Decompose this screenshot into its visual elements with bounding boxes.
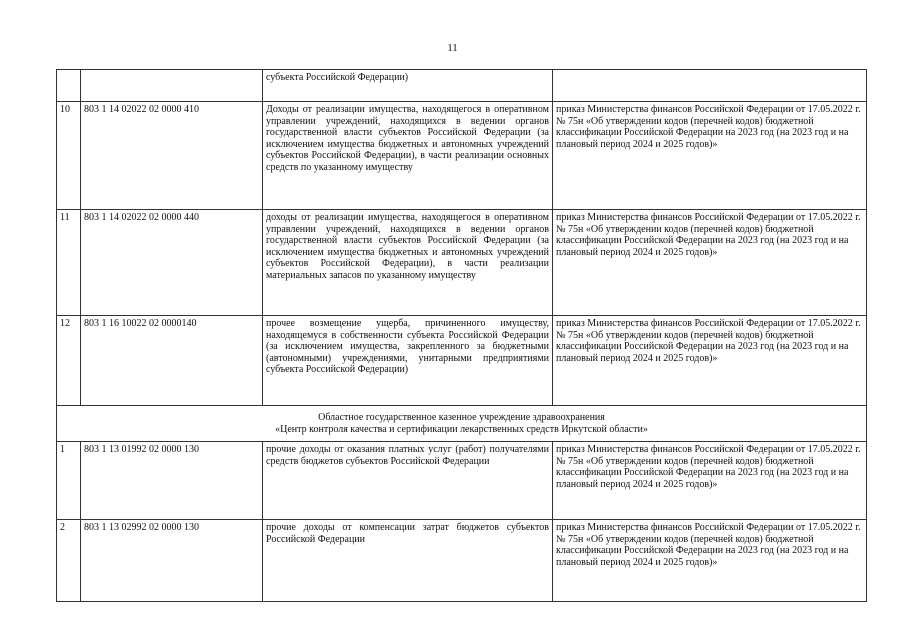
budget-code — [81, 70, 263, 102]
table-row — [57, 316, 867, 406]
legal-basis: приказ Министерства финансов Российской Федерации от 17.05.2022 г. № 75н «Об утверждении кодов (перечней кодов) бюджетной классификации Российской Федерации на 2023 год (на 2023 год и на плановый период 2024 и 2025 годов)» — [553, 520, 867, 602]
income-description: Доходы от реализации имущества, находящегося в оперативном управлении учреждений, находящихся в ведении органов государственной власти субъектов Российской Федерации (за исключением имущества бюджетных и автономных учреждений субъектов Российской Федерации), в части реализации основных средств по указанному имуществу — [263, 102, 553, 210]
row-number: 12 — [57, 316, 81, 406]
institution-name-line-1: Областное государственное казенное учреждение здравоохранения — [318, 411, 605, 423]
institution-name-line-2: «Центр контроля качества и сертификации лекарственных средств Иркутской области» — [275, 423, 648, 435]
institution-name — [57, 406, 867, 442]
revenue-codes-table — [56, 69, 867, 602]
budget-code: 803 1 16 10022 02 0000140 — [81, 316, 263, 406]
budget-code: 803 1 13 01992 02 0000 130 — [81, 442, 263, 520]
legal-basis: приказ Министерства финансов Российской Федерации от 17.05.2022 г. № 75н «Об утверждении кодов (перечней кодов) бюджетной классификации Российской Федерации на 2023 год (на 2023 год и на плановый период 2024 и 2025 годов)» — [553, 210, 867, 316]
table-row — [57, 442, 867, 520]
legal-basis: приказ Министерства финансов Российской Федерации от 17.05.2022 г. № 75н «Об утверждении кодов (перечней кодов) бюджетной классификации Российской Федерации на 2023 год (на 2023 год и на плановый период 2024 и 2025 годов)» — [553, 442, 867, 520]
income-description: доходы от реализации имущества, находящегося в оперативном управлении учреждений, находящихся в ведении органов государственной власти субъектов Российской Федерации (за исключением имущества бюджетных и автономных учреждений субъектов Российской Федерации), в части реализации материальных запасов по указанному имуществу — [263, 210, 553, 316]
table-row — [57, 210, 867, 316]
budget-code: 803 1 14 02022 02 0000 410 — [81, 102, 263, 210]
section-header-row — [57, 406, 867, 442]
row-number — [57, 70, 81, 102]
table-row — [57, 102, 867, 210]
row-number: 10 — [57, 102, 81, 210]
income-description: прочие доходы от компенсации затрат бюджетов субъектов Российской Федерации — [263, 520, 553, 602]
budget-code: 803 1 13 02992 02 0000 130 — [81, 520, 263, 602]
table-row — [57, 70, 867, 102]
row-number: 11 — [57, 210, 81, 316]
income-description: прочее возмещение ущерба, причиненного имуществу, находящемуся в собственности субъекта Российской Федерации (за исключением имущества, закрепленного за бюджетными (автономными) учреждениями, унитарными предприятиями субъекта Российской Федерации) — [263, 316, 553, 406]
row-number: 2 — [57, 520, 81, 602]
income-description: субъекта Российской Федерации) — [263, 70, 553, 102]
legal-basis: приказ Министерства финансов Российской Федерации от 17.05.2022 г. № 75н «Об утверждении кодов (перечней кодов) бюджетной классификации Российской Федерации на 2023 год (на 2023 год и на плановый период 2024 и 2025 годов)» — [553, 316, 867, 406]
row-number: 1 — [57, 442, 81, 520]
table-row — [57, 520, 867, 602]
income-description: прочие доходы от оказания платных услуг (работ) получателями средств бюджетов субъектов Российской Федерации — [263, 442, 553, 520]
legal-basis: приказ Министерства финансов Российской Федерации от 17.05.2022 г. № 75н «Об утверждении кодов (перечней кодов) бюджетной классификации Российской Федерации на 2023 год (на 2023 год и на плановый период 2024 и 2025 годов)» — [553, 102, 867, 210]
page-number: 11 — [447, 42, 458, 54]
budget-code: 803 1 14 02022 02 0000 440 — [81, 210, 263, 316]
legal-basis — [553, 70, 867, 102]
